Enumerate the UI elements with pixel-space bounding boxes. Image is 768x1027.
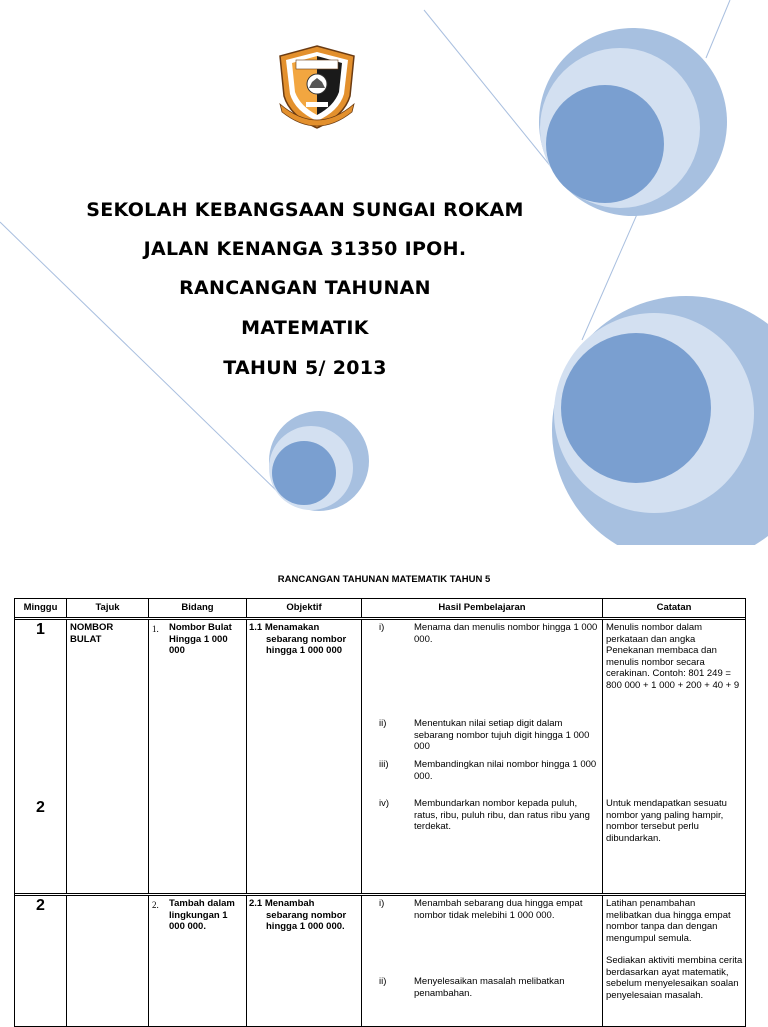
decor-circle	[561, 333, 711, 483]
bidang-number: 1.	[152, 624, 159, 634]
bidang-number: 2.	[152, 900, 159, 910]
week-number: 2	[36, 897, 45, 914]
plan-title: RANCANGAN TAHUNAN	[179, 277, 431, 299]
catatan-note: Latihan penambahan melibatkan dua hingga empat nombor tanpa dan dengan mengumpul semula.	[606, 898, 731, 944]
subject-title: MATEMATIK	[241, 317, 369, 339]
week-number: 1	[36, 621, 45, 638]
header-objektif: Objektif	[247, 599, 362, 618]
decor-circle	[272, 441, 336, 505]
objektif-text: 2.1 Menambah sebarang nombor hingga 1 000 000.	[249, 898, 347, 932]
header-tajuk: Tajuk	[67, 599, 149, 618]
catatan-note: Menulis nombor dalam perkataan dan angka Penekanan membaca dan menulis nombor secara cerakinan. Contoh: 801 249 = 800 000 + 1 000 + 200 + 40 + 9	[606, 622, 740, 691]
school-name: SEKOLAH KEBANGSAAN SUNGAI ROKAM	[86, 199, 524, 221]
catatan-note: Sediakan aktiviti membina cerita berdasarkan ayat matematik, sebelum menyelesaikan soalan penyelesaian masalah.	[606, 955, 743, 1001]
bidang-text: Nombor Bulat Hingga 1 000 000	[169, 622, 232, 656]
table-header-row	[15, 599, 746, 618]
header-minggu: Minggu	[15, 599, 67, 618]
catatan-note: Untuk mendapatkan sesuatu nombor yang paling hampir, nombor tersebut perlu dibundarkan.	[606, 798, 727, 844]
school-address: JALAN KENANGA 31350 IPOH.	[143, 238, 467, 260]
header-hasil: Hasil Pembelajaran	[362, 599, 603, 618]
school-crest-logo	[276, 44, 358, 130]
bidang-text: Tambah dalam lingkungan 1 000 000.	[169, 898, 235, 932]
year-title: TAHUN 5/ 2013	[223, 357, 387, 379]
week-number: 2	[36, 799, 45, 816]
table-row: 2 2. Tambah dalam lingkungan 1 000 000. 2.1 Menambah sebarang nombor hingga 1 000 000. i) Menambah sebarang dua hingga empat nombor tidak melebihi 1 000 000. ii) Menyelesaikan masalah melibatkan penambahan. Latihan penambahan melibatkan dua hingga empat nombor tanpa dan dengan mengumpul semula. Sediakan aktiviti membina cerita berdasarkan ayat matematik, sebelum menyelesaikan soalan penyelesaian masalah.	[15, 896, 746, 1027]
table-row: 1 2 NOMBOR BULAT 1. Nombor Bulat Hingga 1 000 000 1.1 Menamakan sebarang nombor hingga 1 000 000 i) Menama dan menulis nombor hingga 1 000 000. ii) Menentukan nilai setiap digit dalam sebarang nombor tujuh digit hingga 1 000 000 iii) Membandingkan nilai nombor hingga 1 000 000. iv) Membundarkan nombor kepada puluh, ratus, ribu, puluh ribu, dan ratus ribu yang terdekat. Menulis nombor dalam perkataan dan angka Penekanan membaca dan menulis nombor secara cerakinan. Contoh: 801 249 = 800 000 + 1 000 + 200 + 40 + 9 Untuk mendapatkan sesuatu nombor yang paling hampir, nombor tersebut perlu dibundarkan.	[15, 620, 746, 894]
document-heading: RANCANGAN TAHUNAN MATEMATIK TAHUN 5	[277, 574, 491, 585]
decor-line	[706, 0, 730, 58]
objektif-text: 1.1 Menamakan sebarang nombor hingga 1 000 000	[249, 622, 347, 656]
tajuk-cell: NOMBOR BULAT	[67, 620, 149, 894]
header-catatan: Catatan	[603, 599, 746, 618]
header-bidang: Bidang	[149, 599, 247, 618]
yearly-plan-table	[14, 598, 746, 1027]
decor-line	[424, 10, 552, 168]
tajuk-cell	[67, 896, 149, 1027]
decor-circle	[546, 85, 664, 203]
